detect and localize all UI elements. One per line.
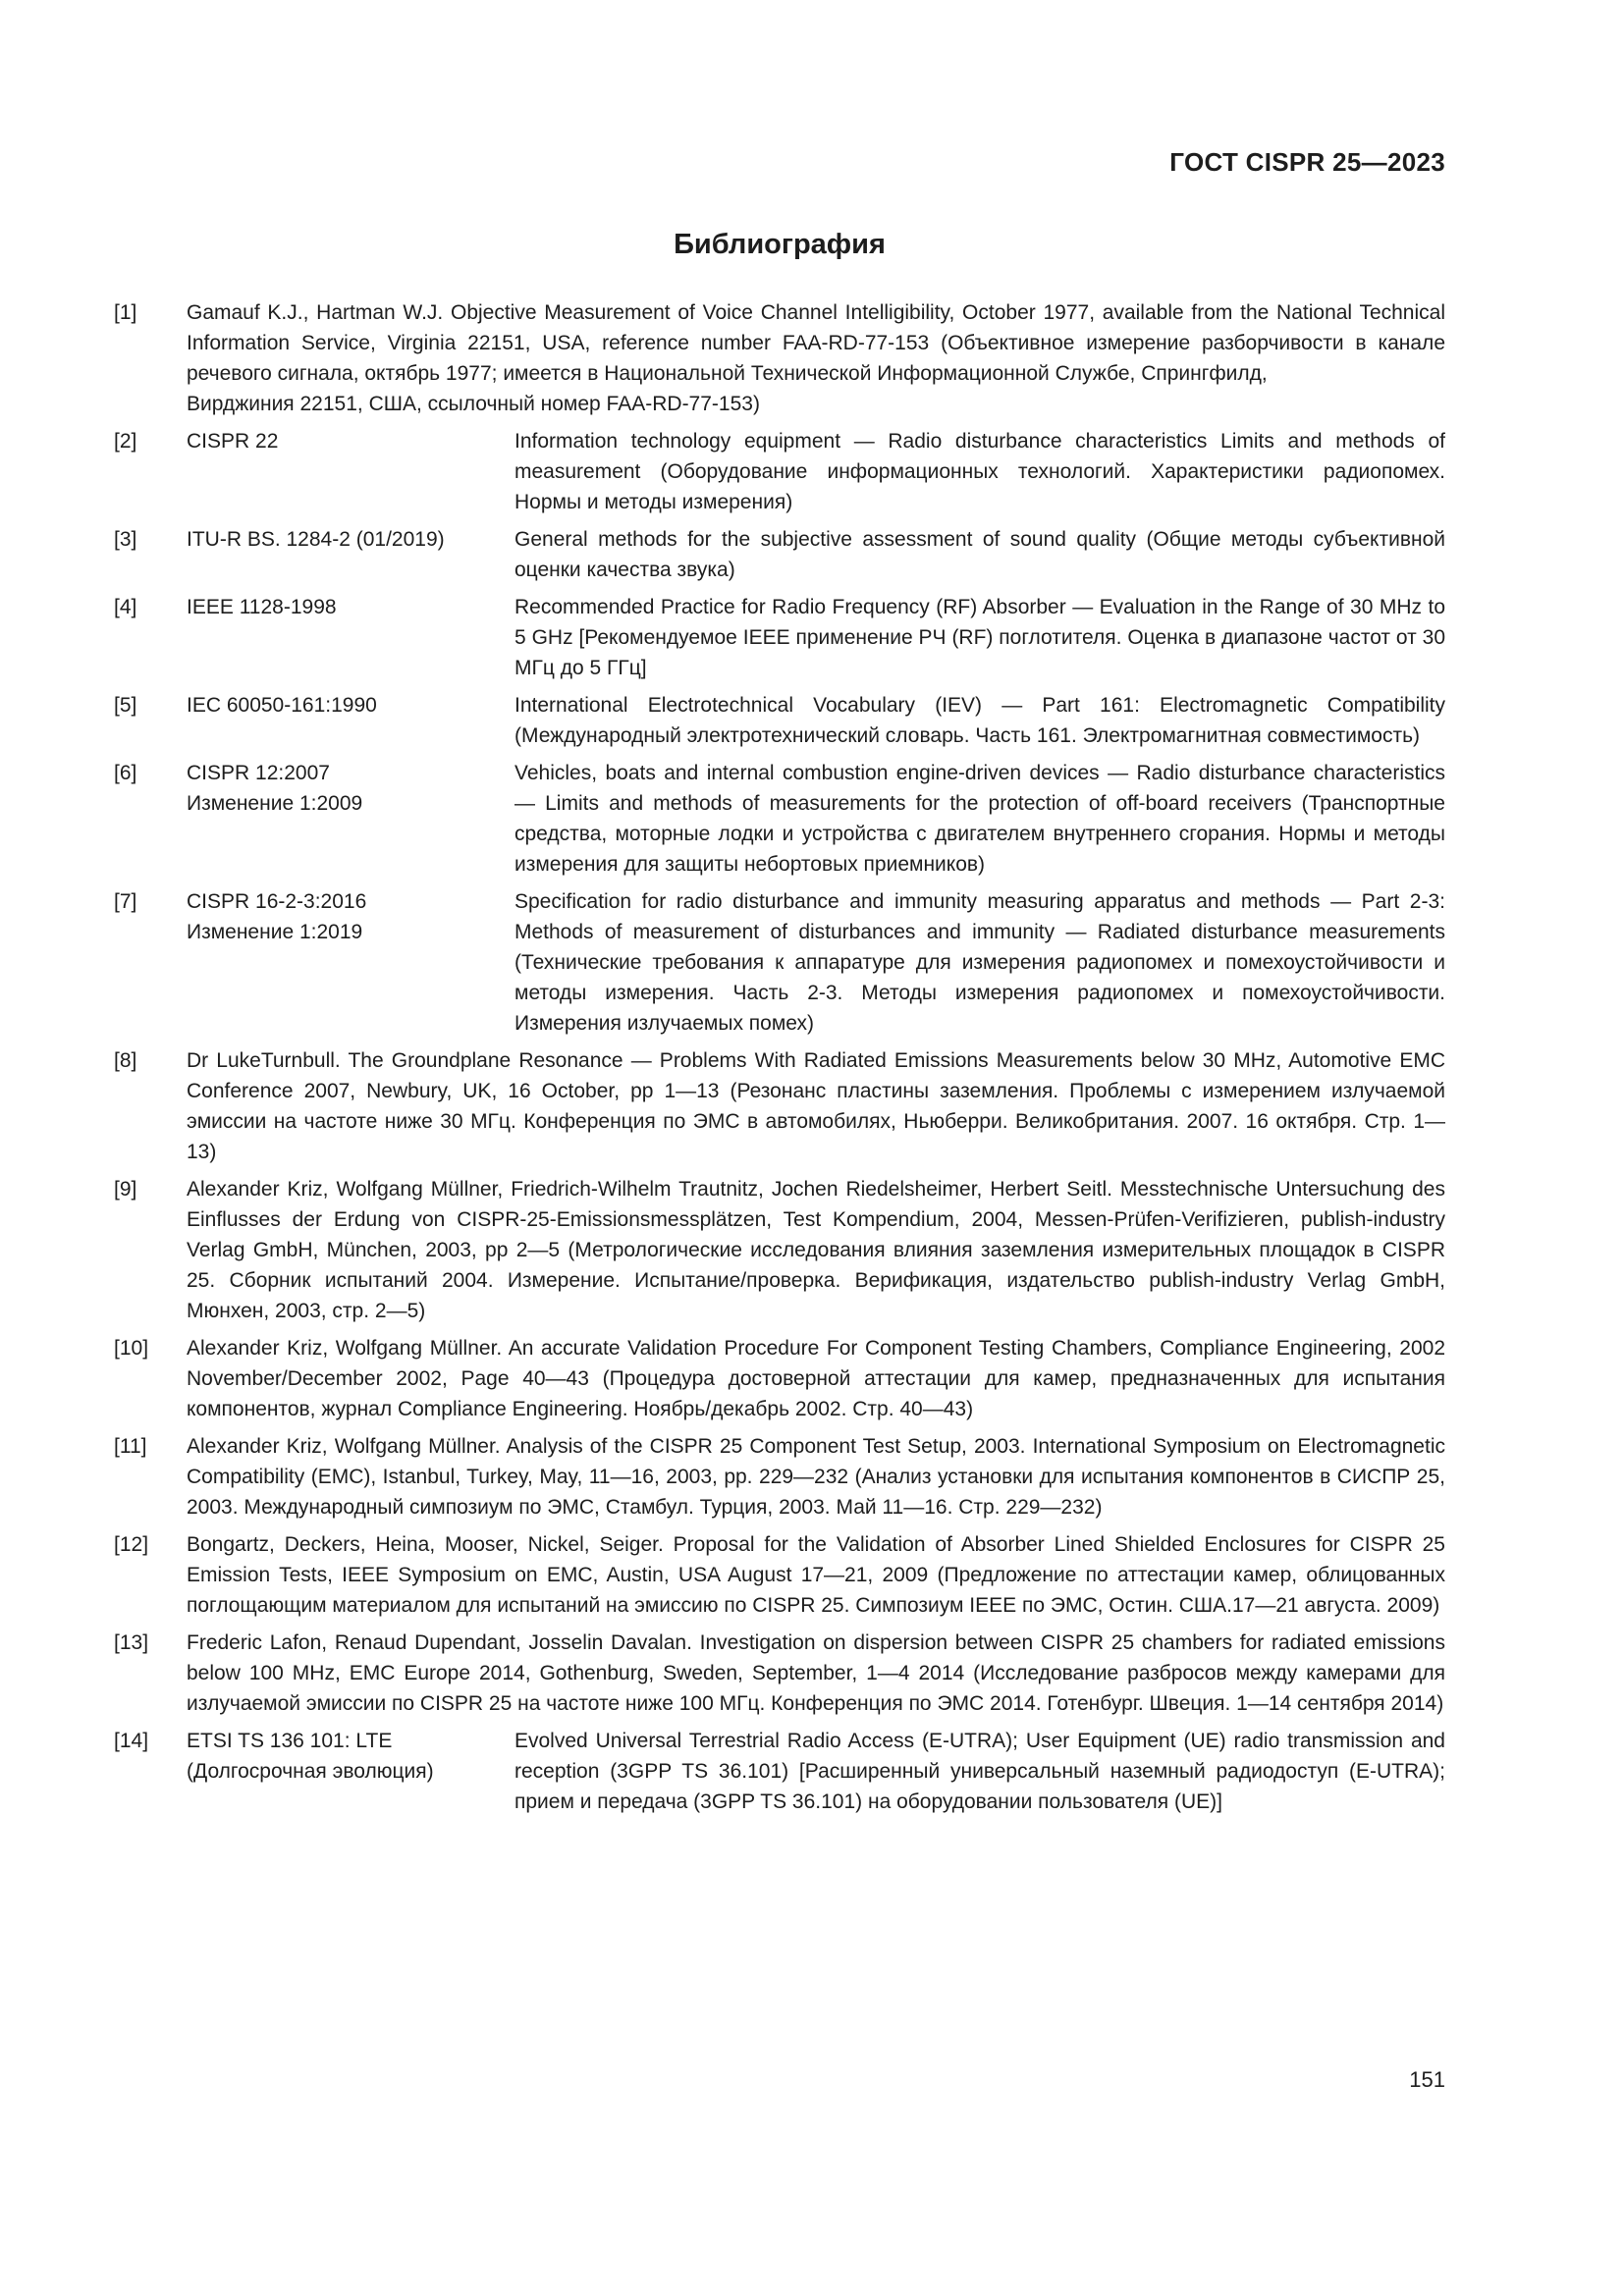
entry-label — [187, 426, 514, 517]
bibliography-entry — [114, 524, 1445, 585]
entry-columns — [187, 690, 1445, 751]
entry-label-line: IEEE 1128-1998 — [187, 596, 337, 618]
entry-columns — [187, 758, 1445, 880]
entry-description: Information technology equipment — Radio disturbance characteristics Limits and methods of measurement (Оборудование информационных технологий. Характеристики радиопомех. Нормы и методы измерения) — [514, 430, 1445, 513]
entry-body — [187, 886, 1445, 1039]
entry-number: [5] — [114, 694, 137, 717]
entry-label — [187, 690, 514, 751]
entry-text: Dr LukeTurnbull. The Groundplane Resonance — Problems With Radiated Emissions Measurements below 30 MHz, Automotive EMC Conference 2007, Newbury, UK, 16 October, pp 1—13 (Резонанс пластины заземления. Проблемы с измерением излучаемой эмиссии на частоте ниже 30 МГц. Конференция по ЭМС в автомобилях, Ньюберри. Великобритания. 2007. 16 октября. Стр. 1—13) — [187, 1049, 1445, 1163]
entry-body — [187, 1333, 1445, 1424]
entry-label — [187, 524, 514, 585]
entry-number: [8] — [114, 1049, 137, 1072]
entry-columns — [187, 426, 1445, 517]
entry-number: [2] — [114, 430, 137, 453]
entry-text: Bongartz, Deckers, Heina, Mooser, Nickel, Seiger. Proposal for the Validation of Absorber Lined Shielded Enclosures for CISPR 25 Emission Tests, IEEE Symposium on EMC, Austin, USA August 17—21, 2009 (Предложение по аттестации камер, облицованных поглощающим материалом для испытаний на эмиссию по CISPR 25. Симпозиум IEEE по ЭМС, Остин. США.17—21 августа. 2009) — [187, 1533, 1445, 1617]
entry-body — [187, 592, 1445, 683]
entry-number: [9] — [114, 1178, 137, 1201]
entry-label — [187, 758, 514, 880]
entry-label — [187, 1726, 514, 1817]
entry-description: Recommended Practice for Radio Frequency (RF) Absorber — Evaluation in the Range of 30 MHz to 5 GHz [Рекомендуемое IEEE применение РЧ (RF) поглотителя. Оценка в диапазоне частот от 30 МГц до 5 ГГц] — [514, 596, 1445, 679]
entry-number: [7] — [114, 890, 137, 913]
entry-label-line: Изменение 1:2009 — [187, 792, 363, 815]
entry-text: Frederic Lafon, Renaud Dupendant, Josselin Davalan. Investigation on dispersion between CISPR 25 chambers for radiated emissions below 100 MHz, EMC Europe 2014, Gothenburg, Sweden, September, 1—4 2014 (Исследование разбросов между камерами для излучаемой эмиссии по CISPR 25 на частоте ниже 100 МГц. Конференция по ЭМС 2014. Готенбург. Швеция. 1—14 сентября 2014) — [187, 1631, 1445, 1715]
entry-number: [13] — [114, 1631, 149, 1654]
entry-number: [12] — [114, 1533, 149, 1556]
bibliography-entry — [114, 1431, 1445, 1522]
bibliography-list — [114, 297, 1445, 1817]
entry-label — [187, 592, 514, 683]
entry-label-line: IEC 60050-161:1990 — [187, 694, 377, 717]
entry-text: Вирджиния 22151, США, ссылочный номер FAA-RD-77-153) — [187, 393, 760, 415]
entry-description: General methods for the subjective assessment of sound quality (Общие методы субъективной оценки качества звука) — [514, 528, 1445, 581]
entry-label-line: (Долгосрочная эволюция) — [187, 1760, 434, 1783]
entry-description: International Electrotechnical Vocabulary (IEV) — Part 161: Electromagnetic Compatibility (Международный электротехнический словарь. Часть 161. Электромагнитная совместимость) — [514, 694, 1445, 747]
bibliography-entry — [114, 426, 1445, 517]
entry-text: Gamauf K.J., Hartman W.J. Objective Measurement of Voice Channel Intelligibility, October 1977, available from the National Technical Information Service, Virginia 22151, USA, reference number FAA-RD-77-153 (Объективное измерение разборчивости в канале речевого сигнала, октябрь 1977; имеется в Национальной Технической Информационной Службе, Спрингфилд, — [187, 301, 1445, 385]
bibliography-entry — [114, 1333, 1445, 1424]
entry-number: [3] — [114, 528, 137, 551]
entry-number: [1] — [114, 301, 137, 324]
entry-label-line: ETSI TS 136 101: LTE — [187, 1730, 393, 1752]
entry-number: [6] — [114, 762, 137, 784]
entry-columns — [187, 1726, 1445, 1817]
bibliography-entry — [114, 592, 1445, 683]
entry-body — [187, 1431, 1445, 1522]
entry-number: [4] — [114, 596, 137, 618]
entry-number: [10] — [114, 1337, 149, 1360]
entry-label-line: ITU-R BS. 1284-2 (01/2019) — [187, 528, 445, 551]
entry-label — [187, 886, 514, 1039]
bibliography-entry — [114, 1045, 1445, 1167]
entry-body — [187, 1628, 1445, 1719]
entry-text: Alexander Kriz, Wolfgang Müllner. Analysis of the CISPR 25 Component Test Setup, 2003. International Symposium on Electromagnetic Compatibility (EMC), Istanbul, Turkey, May, 11—16, 2003, pp. 229—232 (Анализ установки для испытания компонентов в СИСПР 25, 2003. Международный симпозиум по ЭМС, Стамбул. Турция, 2003. Май 11—16. Стр. 229—232) — [187, 1435, 1445, 1519]
entry-description: Vehicles, boats and internal combustion engine-driven devices — Radio disturbance characteristics — Limits and methods of measurements for the protection of off-board receivers (Транспортные средства, моторные лодки и устройства с двигателем внутреннего сгорания. Нормы и методы измерения для защиты небортовых приемников) — [514, 762, 1445, 876]
entry-body — [187, 690, 1445, 751]
bibliography-entry — [114, 1726, 1445, 1817]
entry-label-line: CISPR 12:2007 — [187, 762, 330, 784]
entry-number: [14] — [114, 1730, 149, 1752]
entry-body — [187, 524, 1445, 585]
entry-label-line: Изменение 1:2019 — [187, 921, 363, 943]
bibliography-entry — [114, 758, 1445, 880]
entry-columns — [187, 886, 1445, 1039]
entry-body — [187, 1045, 1445, 1167]
entry-body — [187, 758, 1445, 880]
entry-number: [11] — [114, 1435, 147, 1458]
bibliography-entry — [114, 690, 1445, 751]
entry-description: Specification for radio disturbance and immunity measuring apparatus and methods — Part 2-3: Methods of measurement of disturbances and immunity — Radiated disturbance measurements (Технические требования к аппаратуре для измерения радиопомех и помехоустойчивости и методы измерения. Часть 2-3. Методы измерения радиопомех и помехоустойчивости. Измерения излучаемых помех) — [514, 890, 1445, 1035]
entry-body — [187, 426, 1445, 517]
entry-body — [187, 1174, 1445, 1326]
page-number: 151 — [1409, 2067, 1445, 2092]
running-header: ГОСТ CISPR 25—2023 — [1169, 147, 1445, 177]
entry-body — [187, 297, 1445, 419]
bibliography-entry — [114, 886, 1445, 1039]
bibliography-entry — [114, 1529, 1445, 1621]
entry-description: Evolved Universal Terrestrial Radio Access (E-UTRA); User Equipment (UE) radio transmission and reception (3GPP TS 36.101) [Расширенный универсальный наземный радиодоступ (E-UTRA); прием и передача (3GPP TS 36.101) на оборудовании пользователя (UE)] — [514, 1730, 1445, 1813]
entry-text: Alexander Kriz, Wolfgang Müllner. An accurate Validation Procedure For Component Testing Chambers, Compliance Engineering, 2002 November/December 2002, Page 40—43 (Процедура достоверной аттестации для камер, предназначенных для испытания компонентов, журнал Compliance Engineering. Ноябрь/декабрь 2002. Стр. 40—43) — [187, 1337, 1445, 1420]
bibliography-entry — [114, 1628, 1445, 1719]
entry-label-line: CISPR 16-2-3:2016 — [187, 890, 367, 913]
entry-text: Alexander Kriz, Wolfgang Müllner, Friedrich-Wilhelm Trautnitz, Jochen Riedelsheimer, Herbert Seitl. Messtechnische Untersuchung des Einflusses der Erdung von CISPR-25-Emissionsmessplätzen, Test Kompendium, 2004, Messen-Prüfen-Verifizieren, publish-industry Verlag GmbH, München, 2003, pp 2—5 (Метрологические исследования влияния заземления измерительных площадок в CISPR 25. Сборник испытаний 2004. Измерение. Испытание/проверка. Верификация, издательство publish-industry Verlag GmbH, Мюнхен, 2003, стр. 2—5) — [187, 1178, 1445, 1322]
entry-body — [187, 1529, 1445, 1621]
page-title: Библиография — [674, 229, 886, 260]
entry-body — [187, 1726, 1445, 1817]
entry-label-line: CISPR 22 — [187, 430, 279, 453]
bibliography-entry — [114, 297, 1445, 419]
entry-columns — [187, 592, 1445, 683]
entry-columns — [187, 524, 1445, 585]
bibliography-entry — [114, 1174, 1445, 1326]
